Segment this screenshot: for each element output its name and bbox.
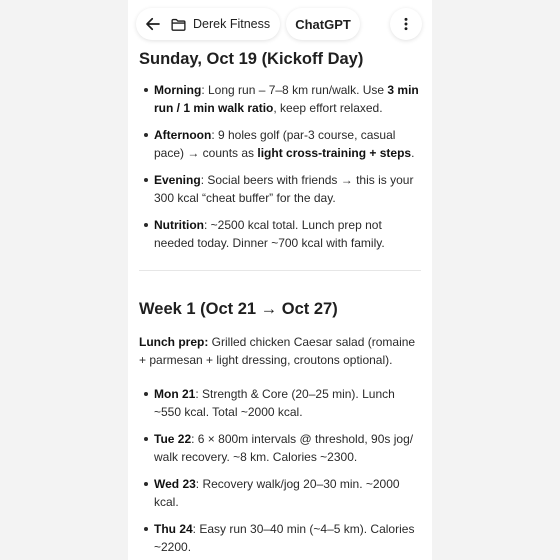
message-content: [139, 46, 421, 556]
more-vertical-icon: [398, 16, 414, 32]
day-heading: Sunday, Oct 19 (Kickoff Day): [139, 50, 364, 68]
list-item: Thu 24: Easy run 30–40 min (~4–5 km). Calories ~2200.: [139, 520, 421, 556]
more-options-button[interactable]: [390, 8, 422, 40]
list-item: Nutrition: ~2500 kcal total. Lunch prep not needed today. Dinner ~700 kcal with family.: [139, 216, 421, 252]
list-item: Mon 21: Strength & Core (20–25 min). Lunch ~550 kcal. Total ~2000 kcal.: [139, 385, 421, 421]
list-item: Morning: Long run – 7–8 km run/walk. Use 3 min run / 1 min walk ratio, keep effort relaxed.: [139, 81, 421, 117]
section-divider: [139, 270, 421, 271]
lunch-prep-paragraph: Lunch prep: Grilled chicken Caesar salad (romaine + parmesan + light dressing, croutons optional).: [139, 335, 416, 367]
top-bar: [128, 0, 432, 46]
list-item: Wed 23: Recovery walk/jog 20–30 min. ~2000 kcal.: [139, 475, 421, 511]
project-title: Derek Fitness: [193, 17, 271, 31]
list-item: Evening: Social beers with friends → this is your 300 kcal “cheat buffer” for the day.: [139, 171, 421, 207]
folder-icon: [170, 16, 187, 33]
right-backdrop: [432, 0, 560, 560]
project-pill[interactable]: [136, 8, 280, 40]
back-arrow-icon[interactable]: [144, 15, 162, 33]
day-list: [139, 81, 421, 252]
list-item: Tue 22: 6 × 800m intervals @ threshold, 90s jog/ walk recovery. ~8 km. Calories ~2300.: [139, 430, 421, 466]
week-heading: Week 1 (Oct 21 → Oct 27): [139, 300, 338, 318]
list-item: Afternoon: 9 holes golf (par-3 course, casual pace) → counts as light cross-training + steps.: [139, 126, 421, 162]
model-selector-button[interactable]: ChatGPT: [286, 8, 360, 40]
week-list: [139, 385, 421, 556]
chat-screen[interactable]: [128, 0, 432, 560]
left-backdrop: [0, 0, 128, 560]
